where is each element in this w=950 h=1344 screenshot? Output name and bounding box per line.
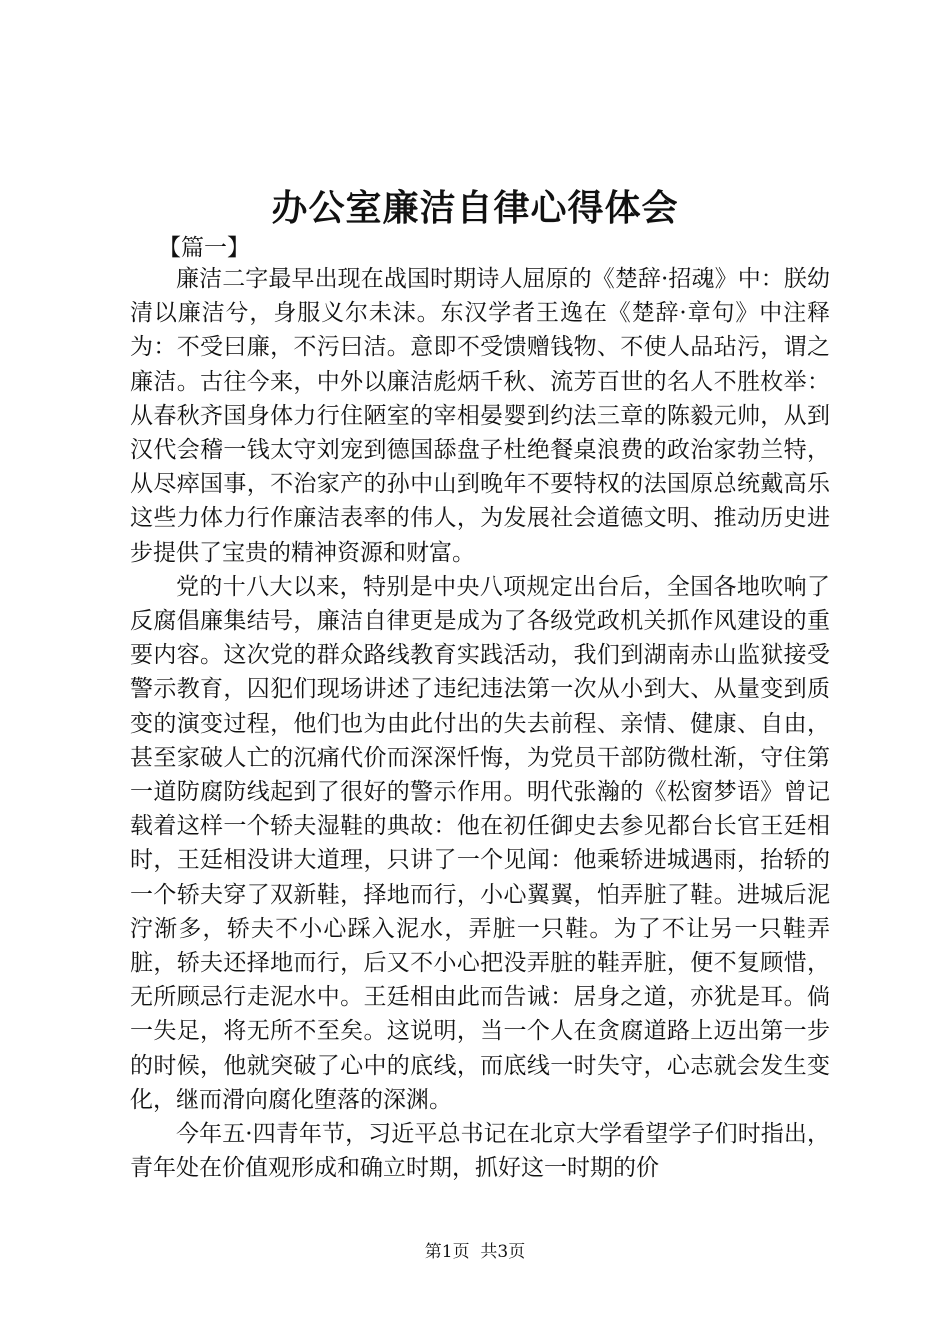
footer-spacer	[470, 1242, 481, 1262]
paragraph: 廉洁二字最早出现在战国时期诗人屈原的《楚辞·招魂》中：朕幼清以廉洁兮，身服义尔未沫。东汉学者王逸在《楚辞·章句》中注释为：不受曰廉，不污曰洁。意即不受馈赠钱物、不使人品玷污，谓之廉洁。古往今来，中外以廉洁彪炳千秋、流芳百世的名人不胜枚举：从春秋齐国身体力行住陋室的宰相晏婴到约法三章的陈毅元帅，从到汉代会稽一钱太守刘宠到德国舔盘子杜绝餐桌浪费的政治家勃兰特，从尽瘁国事，不治家产的孙中山到晚年不要特权的法国原总统戴高乐这些力体力行作廉洁表率的伟人，为发展社会道德文明、推动历史进步提供了宝贵的精神资源和财富。	[130, 266, 830, 566]
page-footer	[0, 1240, 950, 1264]
paragraph: 党的十八大以来，特别是中央八项规定出台后，全国各地吹响了反腐倡廉集结号，廉洁自律更是成为了各级党政机关抓作风建设的重要内容。这次党的群众路线教育实践活动，我们到湖南赤山监狱接受警示教育，囚犯们现场讲述了违纪违法第一次从小到大、从量变到质变的演变过程，他们也为由此付出的失去前程、亲情、健康、自由，甚至家破人亡的沉痛代价而深深忏悔，为党员干部防微杜渐，守住第一道防腐防线起到了很好的警示作用。明代张瀚的《松窗梦语》曾记载着这样一个轿夫湿鞋的典故：他在初任御史去参见都台长官王廷相时，王廷相没讲大道理，只讲了一个见闻：他乘轿进城遇雨，抬轿的一个轿夫穿了双新鞋，择地而行，小心翼翼，怕弄脏了鞋。进城后泥泞渐多，轿夫不小心踩入泥水，弄脏一只鞋。为了不让另一只鞋弄脏，轿夫还择地而行，后又不小心把没弄脏的鞋弄脏，便不复顾惜，无所顾忌行走泥水中。王廷相由此而告诫：居身之道，亦犹是耳。倘一失足，将无所不至矣。这说明，当一个人在贪腐道路上迈出第一步的时候，他就突破了心中的底线，而底线一时失守，心志就会发生变化，继而滑向腐化堕落的深渊。	[130, 573, 830, 1113]
section-label: 【篇一】	[158, 235, 250, 261]
document-body	[130, 262, 830, 1185]
page-number-current: 第1页	[424, 1242, 470, 1262]
document-title: 办公室廉洁自律心得体会	[271, 187, 679, 229]
page-number-total: 共3页	[480, 1242, 526, 1262]
paragraph: 今年五·四青年节，习近平总书记在北京大学看望学子们时指出，青年处在价值观形成和确立时期，抓好这一时期的价	[130, 1121, 830, 1182]
